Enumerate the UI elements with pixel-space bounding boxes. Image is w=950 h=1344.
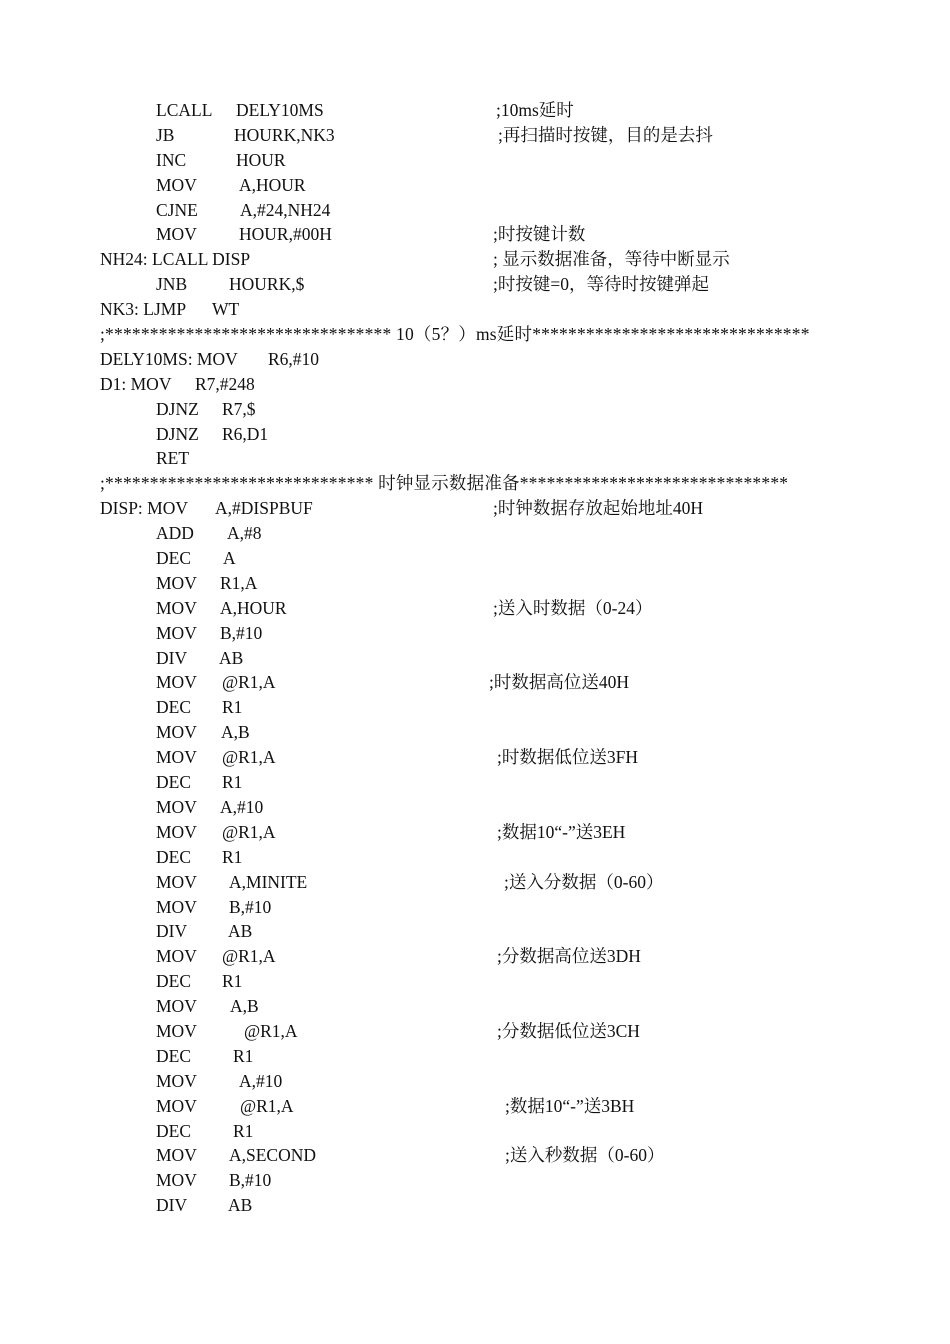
operand: R1,A [220,572,258,593]
instruction: MOV [156,946,197,967]
instruction: MOV [156,622,197,643]
comment: ;时数据低位送3FH [497,747,638,768]
code-line [0,1193,950,1218]
operand: @R1,A [222,747,276,768]
operand: HOURK,NK3 [234,124,335,145]
instruction: MOV [156,722,197,743]
code-line [0,422,950,447]
operand: A [223,548,236,569]
instruction: DEC [156,548,191,569]
instruction: DIV [156,1195,188,1216]
code-line [0,745,950,770]
comment: ;时数据高位送40H [489,672,629,693]
operand: B,#10 [220,622,263,643]
operand: @R1,A [222,821,276,842]
operand: B,#10 [229,1170,272,1191]
code-line [0,446,950,471]
instruction: INC [156,149,187,170]
code-line [0,198,950,223]
code-line [0,1019,950,1044]
comment: ;送入分数据（0-60） [504,871,664,892]
operand: R7,$ [222,398,256,419]
code-line [0,596,950,621]
operand: R1 [233,1120,254,1141]
instruction: DEC [156,1045,191,1066]
code-line [0,895,950,920]
operand: R1 [222,772,243,793]
operand: HOUR,#00H [239,224,332,245]
code-line [0,994,950,1019]
code-line [0,322,950,347]
operand: A,B [221,722,250,743]
instruction: MOV [156,672,197,693]
comment: ;时按键=0，等待时按键弹起 [493,274,709,295]
instruction: MOV [156,1070,197,1091]
operand: AB [219,647,244,668]
label-instruction: DISP: MOV [100,498,189,519]
instruction: MOV [156,224,197,245]
label-instruction: DELY10MS: MOV [100,348,238,369]
operand: @R1,A [222,672,276,693]
code-line [0,222,950,247]
code-line [0,845,950,870]
code-line [0,1119,950,1144]
operand: R1 [222,971,243,992]
code-line [0,670,950,695]
code-line [0,820,950,845]
code-line [0,148,950,173]
instruction: DEC [156,971,191,992]
instruction: DEC [156,772,191,793]
code-line [0,720,950,745]
instruction: MOV [156,572,197,593]
label-instruction: D1: MOV [100,373,172,394]
code-line [0,173,950,198]
code-line [0,571,950,596]
label-instruction: NH24: LCALL DISP [100,249,251,270]
operand: AB [228,921,253,942]
operand: A,#10 [239,1070,283,1091]
comment: ;再扫描时按键，目的是去抖 [498,124,713,145]
instruction: MOV [156,597,197,618]
operand: A,#8 [227,523,262,544]
operand: R6,D1 [222,423,269,444]
operand: R1 [222,697,243,718]
code-line [0,1143,950,1168]
operand: R6,#10 [268,348,320,369]
instruction: DIV [156,921,188,942]
instruction: MOV [156,871,197,892]
operand: A,SECOND [229,1145,317,1166]
operand: A,B [230,996,259,1017]
instruction: MOV [156,1170,197,1191]
code-line [0,496,950,521]
code-listing [0,98,950,1218]
instruction: LCALL [156,100,213,120]
code-line [0,397,950,422]
label-instruction: NK3: LJMP [100,299,187,320]
operand: DELY10MS [236,100,324,120]
code-line [0,1168,950,1193]
comment: ;数据10“-”送3BH [505,1095,635,1116]
instruction: MOV [156,174,197,195]
operand: WT [212,299,240,320]
code-line [0,1094,950,1119]
comment: ;数据10“-”送3EH [497,821,626,842]
code-line [0,919,950,944]
instruction: MOV [156,1145,197,1166]
operand: A,HOUR [239,174,306,195]
code-line [0,770,950,795]
instruction: MOV [156,821,197,842]
code-line [0,123,950,148]
operand: R1 [222,846,243,867]
instruction: MOV [156,1095,197,1116]
section-banner: ;****************************** 时钟显示数据准备****************************** [100,473,789,494]
code-line [0,521,950,546]
instruction: JB [156,124,175,145]
operand: B,#10 [229,896,272,917]
instruction: CJNE [156,199,198,220]
section-banner: ;******************************** 10（5？）ms延时******************************* [100,324,810,345]
operand: @R1,A [244,1020,298,1041]
instruction: JNB [156,274,188,295]
code-line [0,969,950,994]
instruction: DEC [156,846,191,867]
code-line [0,546,950,571]
code-line [0,297,950,322]
instruction: MOV [156,796,197,817]
operand: R7,#248 [195,373,255,394]
operand: A,#10 [220,796,264,817]
code-line [0,870,950,895]
instruction: RET [156,448,190,469]
instruction: DEC [156,1120,191,1141]
instruction: DEC [156,697,191,718]
code-line [0,272,950,297]
operand: A,#24,NH24 [240,199,331,220]
code-line [0,372,950,397]
instruction: MOV [156,747,197,768]
instruction: DIV [156,647,188,668]
code-line [0,646,950,671]
instruction: DJNZ [156,398,199,419]
instruction: DJNZ [156,423,199,444]
comment: ;分数据低位送3CH [497,1020,640,1041]
comment: ;送入秒数据（0-60） [505,1145,665,1166]
code-line [0,98,950,123]
operand: AB [228,1195,253,1216]
comment: ;10ms延时 [496,100,574,120]
code-line [0,621,950,646]
code-line [0,944,950,969]
instruction: ADD [156,523,194,544]
comment: ;时按键计数 [493,224,586,245]
instruction: MOV [156,1020,197,1041]
operand: A,#DISPBUF [215,498,313,519]
operand: @R1,A [240,1095,294,1116]
code-line [0,795,950,820]
comment: ; 显示数据准备，等待中断显示 [493,249,730,270]
comment: ;送入时数据（0-24） [493,597,653,618]
code-line [0,471,950,496]
operand: HOUR [236,149,286,170]
operand: A,HOUR [220,597,287,618]
comment: ;分数据高位送3DH [497,946,641,967]
comment: ;时钟数据存放起始地址40H [493,498,703,519]
code-line [0,347,950,372]
code-line [0,1044,950,1069]
operand: HOURK,$ [229,274,305,295]
operand: @R1,A [222,946,276,967]
code-line [0,1069,950,1094]
instruction: MOV [156,896,197,917]
code-line [0,695,950,720]
code-line [0,247,950,272]
instruction: MOV [156,996,197,1017]
operand: R1 [233,1045,254,1066]
operand: A,MINITE [229,871,308,892]
